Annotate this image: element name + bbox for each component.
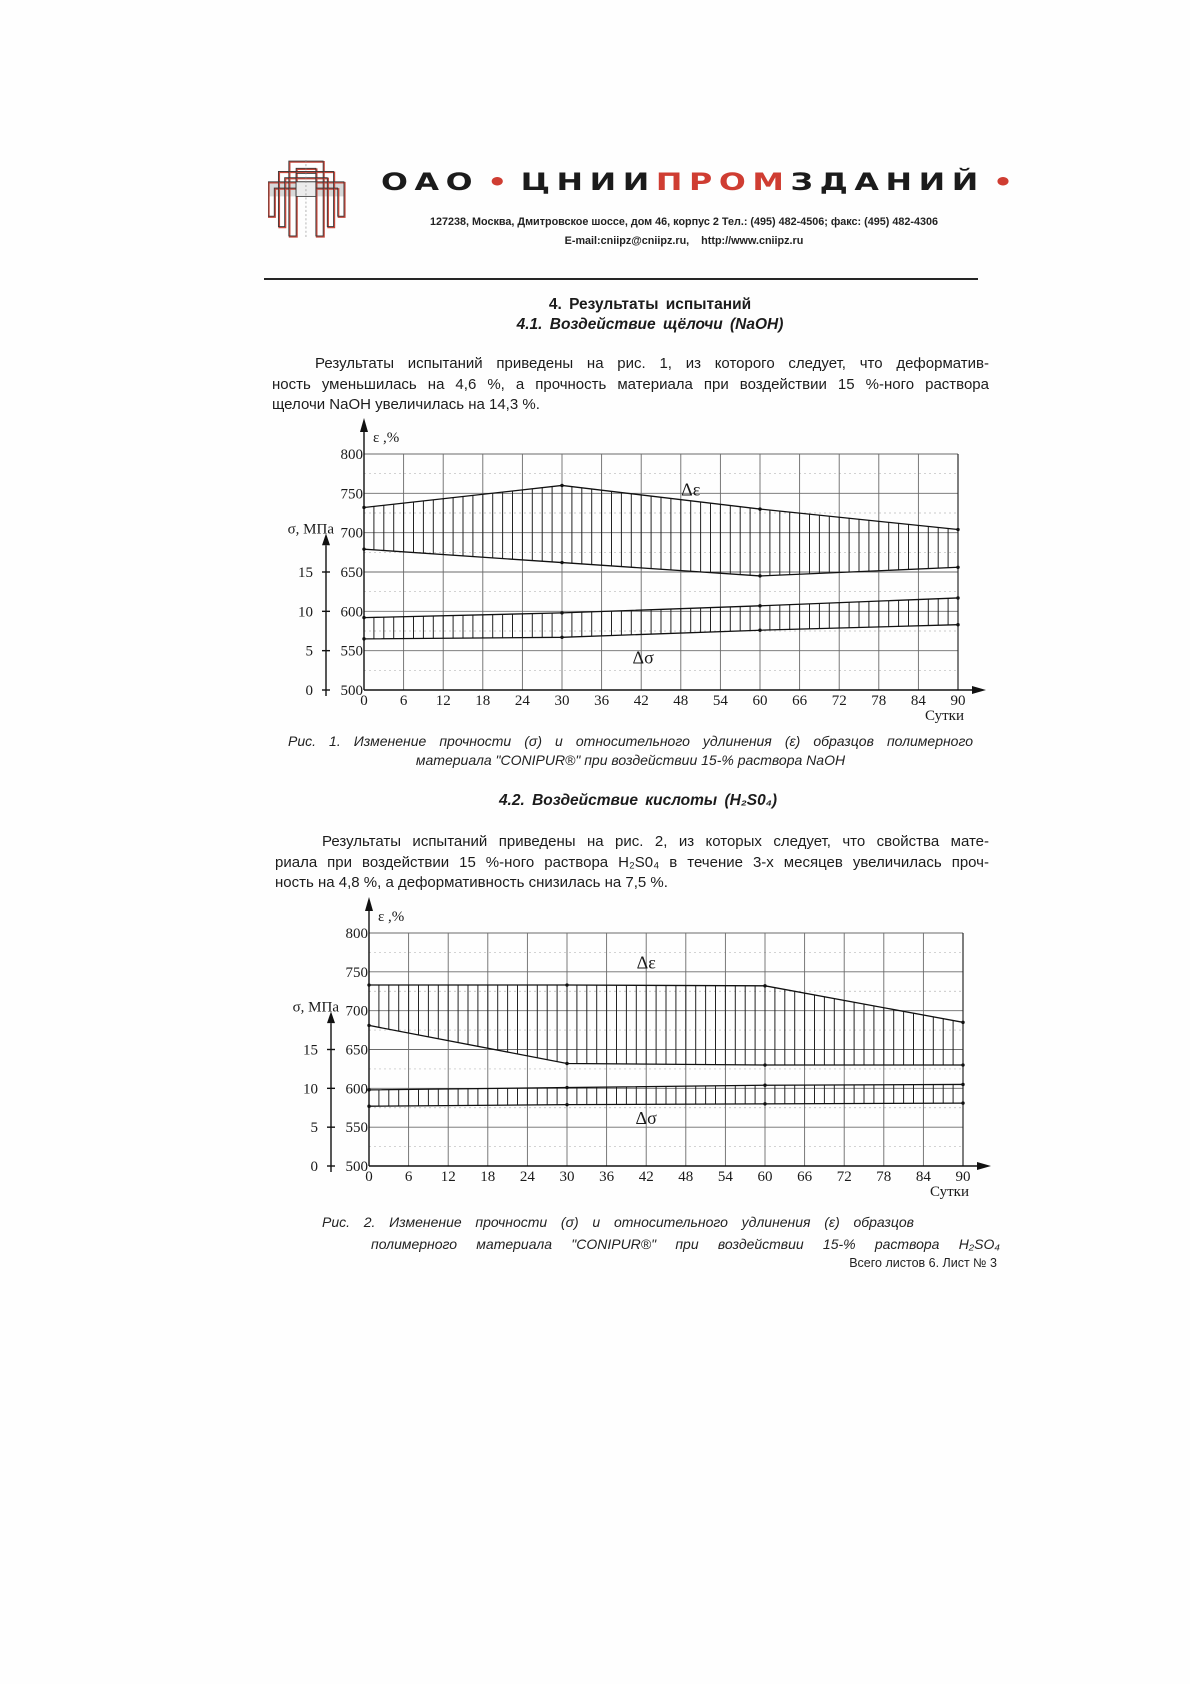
sigma-band-lower-point [956,623,959,626]
x-tick-label: 36 [599,1169,615,1185]
figure-1-chart [0,400,1190,730]
y-tick-label: 550 [345,1120,368,1137]
y-tick-label: 800 [340,447,363,463]
x-axis-arrow-icon [972,686,986,694]
epsilon-band-label: Δε [636,952,656,973]
sigma-tick-label: 10 [298,604,313,621]
company-prefix: ОАО [381,168,480,196]
x-tick-label: 90 [950,693,966,709]
section-title: 4. Результаты испытаний [548,296,752,313]
subsection-heading-alkali: 4.1. Воздействие щёлочи (NaOH) [516,316,784,333]
x-tick-label: 24 [514,693,530,709]
caption-line: материала "CONIPUR®" при воздействии 15-% раствора NaOH [415,752,846,768]
y-axis-arrow-icon [360,418,368,432]
epsilon-band-upper-point [560,484,563,487]
epsilon-band-lower-point [758,574,761,577]
epsilon-band-lower-point [560,561,563,564]
x-tick-label: 54 [717,1169,733,1185]
x-tick-label: 60 [757,1169,773,1185]
y-tick-label: 750 [340,486,363,503]
x-tick-label: 72 [836,1169,852,1185]
epsilon-band-upper-point [565,983,568,986]
epsilon-band-label: Δε [681,479,701,500]
epsilon-band-upper-point [763,984,766,987]
sigma-band-lower-point [763,1102,766,1105]
sigma-band-label: Δσ [635,1107,657,1128]
paragraph-line: Результаты испытаний приведены на рис. 2, из которых следует, что свойства мате- [322,833,989,850]
figure-1-caption [288,732,973,770]
sigma-axis-label: σ, МПа [292,999,339,1016]
sigma-band-upper-point [763,1084,766,1087]
sigma-band-lower-point [560,636,563,639]
x-tick-label: 30 [559,1169,575,1185]
sigma-tick-label: 5 [310,1120,318,1137]
company-name [381,170,1026,194]
paragraph-line: риала при воздействии 15 %-ного раствора H₂S0₄ в течение 3-х месяцев увеличилась проч- [275,853,989,871]
x-axis-label: Сутки [929,1184,969,1200]
x-tick-label: 6 [399,693,408,709]
paragraph-line: ность уменьшилась на 4,6 %, а прочность материала при воздействии 15 %-ного раствора [272,375,989,393]
y-tick-label: 600 [340,604,363,621]
x-tick-label: 66 [792,693,808,709]
sigma-tick-label: 15 [303,1042,318,1059]
epsilon-band-upper-point [758,507,761,510]
x-tick-label: 18 [475,693,491,709]
y-tick-label: 700 [345,1003,368,1020]
company-name-end: ЗДАНИЙ [790,168,985,196]
y-tick-label: 700 [340,525,363,542]
x-tick-label: 48 [673,693,689,709]
company-address: 127238, Москва, Дмитровское шоссе, дом 46, корпус 2 Тел.: (495) 482-4506; факс: (495) 482-4306 [430,216,938,228]
sigma-tick-label: 15 [298,565,313,581]
sigma-tick-label: 10 [303,1081,318,1098]
paragraph-line: Результаты испытаний приведены на рис. 1, из которого следует, что деформатив- [315,355,989,372]
y-tick-label: 550 [340,643,363,660]
company-contacts [383,234,985,248]
x-tick-label: 36 [594,693,610,709]
y-axis-label: ε ,% [378,909,405,925]
sigma-band-lower-point [758,629,761,632]
figure-2-caption-line-2: полимерного материала "CONIPUR®" при воздействии 15-% раствора H₂SO₄ [371,1236,1000,1252]
sigma-tick-label: 0 [305,683,313,699]
sigma-axis-label: σ, МПа [287,521,334,538]
y-tick-label: 750 [345,964,368,981]
sigma-band-upper-point [758,604,761,607]
x-tick-label: 54 [712,693,728,709]
x-tick-label: 42 [633,693,649,709]
sigma-band-label: Δσ [632,647,654,668]
x-tick-label: 90 [955,1169,971,1185]
epsilon-band-upper-point [956,528,959,531]
x-tick-label: 72 [831,693,847,709]
sheet-counter: Всего листов 6. Лист № 3 [849,1256,997,1270]
x-tick-label: 78 [876,1169,892,1185]
epsilon-band-upper-point [961,1021,964,1024]
x-tick-label: 78 [871,693,887,709]
x-tick-label: 66 [797,1169,813,1185]
x-tick-label: 12 [435,693,451,709]
company-name-start: ЦНИИ [520,168,656,196]
y-tick-label: 500 [345,1159,368,1175]
x-tick-label: 6 [404,1169,413,1185]
x-tick-label: 0 [365,1169,373,1185]
x-tick-label: 30 [554,693,570,709]
y-axis-arrow-icon [365,897,373,911]
sigma-tick-label: 5 [305,643,313,660]
company-website: http://www.cniipz.ru [701,235,804,247]
x-tick-label: 60 [752,693,768,709]
y-tick-label: 800 [345,926,368,942]
sigma-band-upper-point [961,1083,964,1086]
subsection-heading-acid: 4.2. Воздействие кислоты (H₂S0₄) [498,792,778,809]
epsilon-band-lower-point [956,566,959,569]
x-tick-label: 24 [519,1169,535,1185]
x-tick-label: 84 [915,1169,931,1185]
company-separator-dot: • [487,168,508,196]
x-tick-label: 12 [440,1169,456,1185]
y-tick-label: 650 [345,1042,368,1059]
y-tick-label: 600 [345,1081,368,1098]
y-tick-label: 650 [340,565,363,581]
epsilon-band-lower-point [961,1063,964,1066]
x-axis-label: Сутки [924,708,964,724]
sigma-band-upper-point [565,1086,568,1089]
epsilon-band-lower-point [763,1063,766,1066]
sigma-band-lower-point [961,1101,964,1104]
x-tick-label: 0 [360,693,368,709]
caption-line: Рис. 1. Изменение прочности (σ) и относительного удлинения (ε) образцов полимерного [288,733,973,749]
company-end-dot: • [992,168,1014,196]
header-divider [264,278,978,280]
figure-2-caption-line-1: Рис. 2. Изменение прочности (σ) и относительного удлинения (ε) образцов [322,1214,914,1230]
figure-2-chart [0,880,1190,1210]
sigma-tick-label: 0 [310,1159,318,1175]
x-tick-label: 48 [678,1169,694,1185]
paragraph-line: ность на 4,8 %, а деформативность снизилась на 7,5 %. [275,874,668,891]
sigma-band-upper-point [560,611,563,614]
company-name-accent: ПРОМ [655,168,791,196]
cniipz-logo-icon [268,160,346,238]
company-email: E-mail:cniipz@cniipz.ru, [564,235,690,247]
x-tick-label: 18 [480,1169,496,1185]
x-axis-arrow-icon [977,1162,991,1170]
y-axis-label: ε ,% [373,430,400,446]
x-tick-label: 84 [910,693,926,709]
x-tick-label: 42 [638,1169,654,1185]
epsilon-band-lower-point [565,1062,568,1065]
paragraph-line: щелочи NaOH увеличилась на 14,3 %. [272,396,540,413]
y-tick-label: 500 [340,683,363,699]
sigma-band-lower-point [565,1103,568,1106]
sigma-band-upper-point [956,596,959,599]
